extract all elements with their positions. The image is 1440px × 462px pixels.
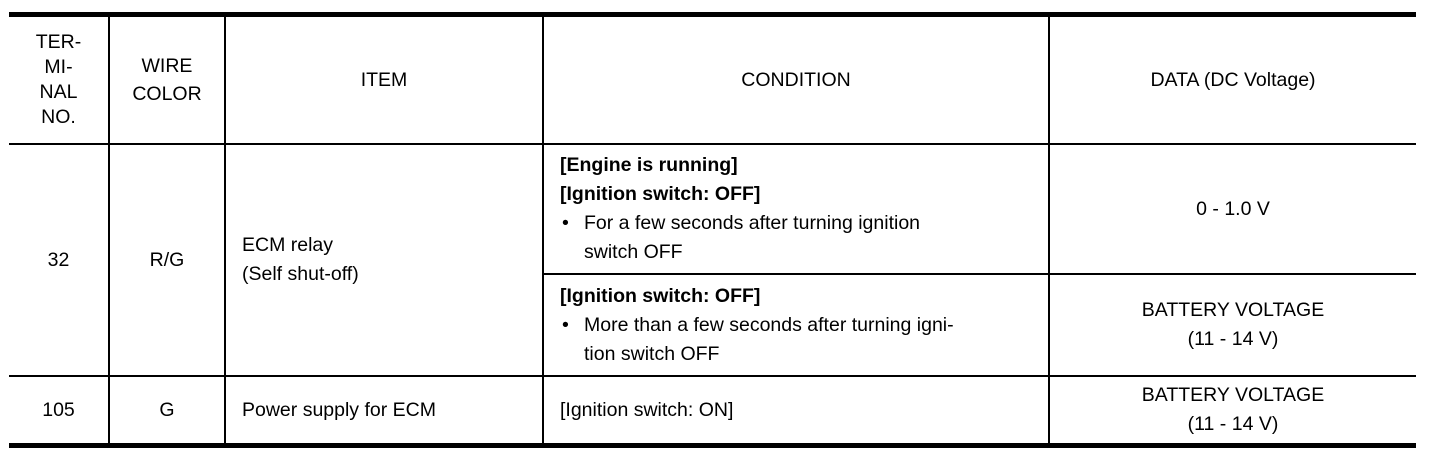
bullet-text-line2: switch OFF	[584, 241, 683, 263]
header-terminal-line2: MI-	[44, 56, 73, 78]
item-cell: Power supply for ECM	[225, 376, 543, 446]
item-line2: (Self shut-off)	[242, 263, 359, 285]
header-item: ITEM	[225, 15, 543, 145]
wire-color-cell: R/G	[109, 144, 225, 376]
terminal-cell: 105	[9, 376, 109, 446]
header-terminal-line1: TER-	[35, 31, 82, 53]
header-terminal-line3: NAL	[39, 81, 78, 103]
table-row	[9, 376, 1416, 446]
condition-heading: [Engine is running]	[560, 154, 738, 176]
condition-cell: [Ignition switch: ON]	[543, 376, 1049, 446]
table-header-row	[9, 15, 1416, 145]
condition-cell	[543, 274, 1049, 376]
condition-bullet-item	[560, 209, 1038, 267]
bullet-text-line1: More than a few seconds after turning igni-	[584, 313, 954, 336]
condition-heading: [Ignition switch: OFF]	[560, 284, 761, 307]
wire-color-cell: G	[109, 376, 225, 446]
data-cell: 0 - 1.0 V	[1049, 144, 1416, 274]
header-terminal-no	[9, 15, 109, 145]
bullet-icon: •	[562, 212, 569, 234]
bullet-icon: •	[562, 313, 569, 336]
item-line1: ECM relay	[242, 234, 334, 256]
data-cell	[1049, 376, 1416, 446]
bullet-text-line1: For a few seconds after turning ignition	[584, 212, 921, 234]
condition-heading: [Ignition switch: OFF]	[560, 183, 761, 205]
header-data: DATA (DC Voltage)	[1049, 15, 1416, 145]
condition-cell	[543, 144, 1049, 274]
data-line1: BATTERY VOLTAGE	[1141, 384, 1325, 406]
terminal-cell: 32	[9, 144, 109, 376]
ecm-terminal-table	[9, 12, 1416, 448]
header-condition: CONDITION	[543, 15, 1049, 145]
data-line2: (11 - 14 V)	[1187, 328, 1279, 350]
data-cell	[1049, 274, 1416, 376]
data-line2: (11 - 14 V)	[1187, 413, 1279, 435]
header-wire-line1: WIRE	[141, 55, 193, 77]
condition-bullet-item	[560, 311, 1038, 369]
header-wire-line2: COLOR	[132, 83, 202, 105]
header-terminal-line4: NO.	[41, 106, 76, 128]
header-wire-color	[109, 15, 225, 145]
table-row	[9, 144, 1416, 274]
item-cell	[225, 144, 543, 376]
data-line1: BATTERY VOLTAGE	[1141, 299, 1325, 321]
bullet-text-line2: tion switch OFF	[584, 342, 720, 365]
